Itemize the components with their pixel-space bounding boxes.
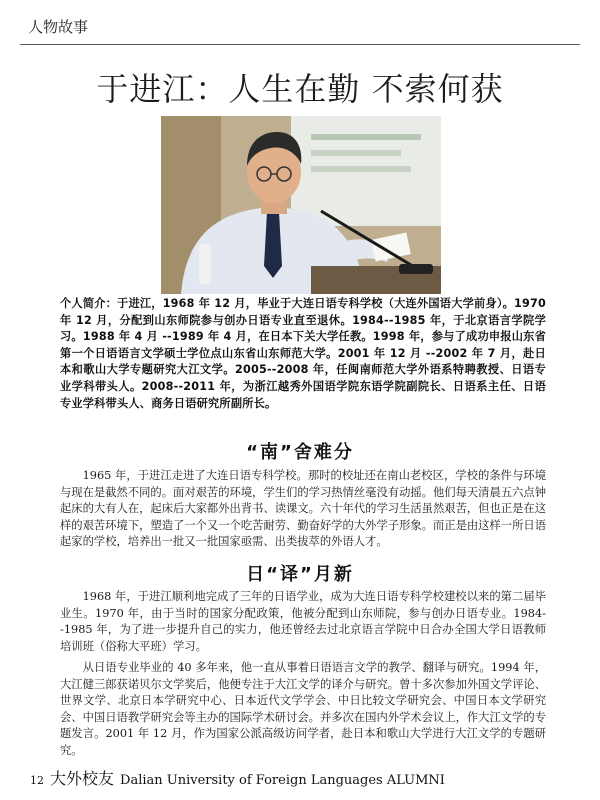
page-number: 12 [30,774,44,787]
paragraph-3: 从日语专业毕业的 40 多年来，他一直从事着日语语言文学的教学、翻译与研究。1994 年，大江健三郎获诺贝尔文学奖后，他便专注于大江文学的译介与研究。曾十多次参加外国文学评论、世界文学、北京日本学研究中心、日本近代文学学会、中日比较文学研究会、中国日本文学研究会、中国日语教学研究会等主办的国际学术研讨会。并多次在国内外学术会议上，作大江文学的专题发言。2001 年 12 月，作为国家公派高级访问学者，赴日本和歌山大学进行大江文学的专题研究。 [60,661,546,757]
section-heading-2: 日“译”月新 [246,564,354,585]
article-title: 于进江：人生在勤 不索何获 [96,70,504,108]
publication-name: Dalian University of Foreign Languages ALUMNI [120,773,445,788]
author-bio: 个人简介：于进江，1968 年 12 月，毕业于大连日语专科学校（大连外国语大学前身）。1970 年 12 月，分配到山东师院参与创办日语专业直至退休。1984--1985 年，于北京语言学院学习。1988 年 4 月 --1989 年 4 月，在日本下关大学任教。1998 年，参与了成功申报山东省第一个日语语言文学硕士学位点山东省山东师范大学。2001 年 12 月 --2002 年 7 月，赴日本和歌山大学专题研究大江文学。2005--2008 年，任闽南师范大学外语系特聘教授、日语专业学科带头人。2008--2011 年，为浙江越秀外国语学院东语学院副院长、日语系主任、日语专业学科带头人、商务日语研究所副所长。 [60,297,546,410]
paragraph-1: 1965 年，于进江走进了大连日语专科学校。那时的校址还在南山老校区，学校的条件与环境与现在是截然不同的。面对艰苦的环境，学生们的学习热情丝毫没有动摇。他们每天清晨五六点钟起床的大有人在，起床后大家都外出背书、读课文。六十年代的学习生活虽然艰苦，但也正是在这样的艰苦环境下，塑造了一个又一个吃苦耐劳、勤奋好学的大外学子形象。而正是由这样一所日语起家的学校，培养出一批又一批国家亟需、出类拔萃的外语人才。 [60,469,546,549]
section-heading-1: “南”舍难分 [246,442,354,463]
paragraph-2: 1968 年，于进江顺利地完成了三年的日语学业，成为大连日语专科学校建校以来的第二届毕业生。1970 年，由于当时的国家分配政策，他被分配到山东师院，参与创办日语专业。1984--1985 年，为了进一步提升自己的实力，他还曾经去过北京语言学院中日合办全国大学日语教师培训班（俗称大平班）学习。 [60,590,546,653]
page-footer [30,766,445,789]
portrait-photo [161,116,441,294]
section-label: 人物故事 [28,18,89,36]
header-divider [20,44,580,45]
magazine-name: 大外校友 [50,769,115,788]
